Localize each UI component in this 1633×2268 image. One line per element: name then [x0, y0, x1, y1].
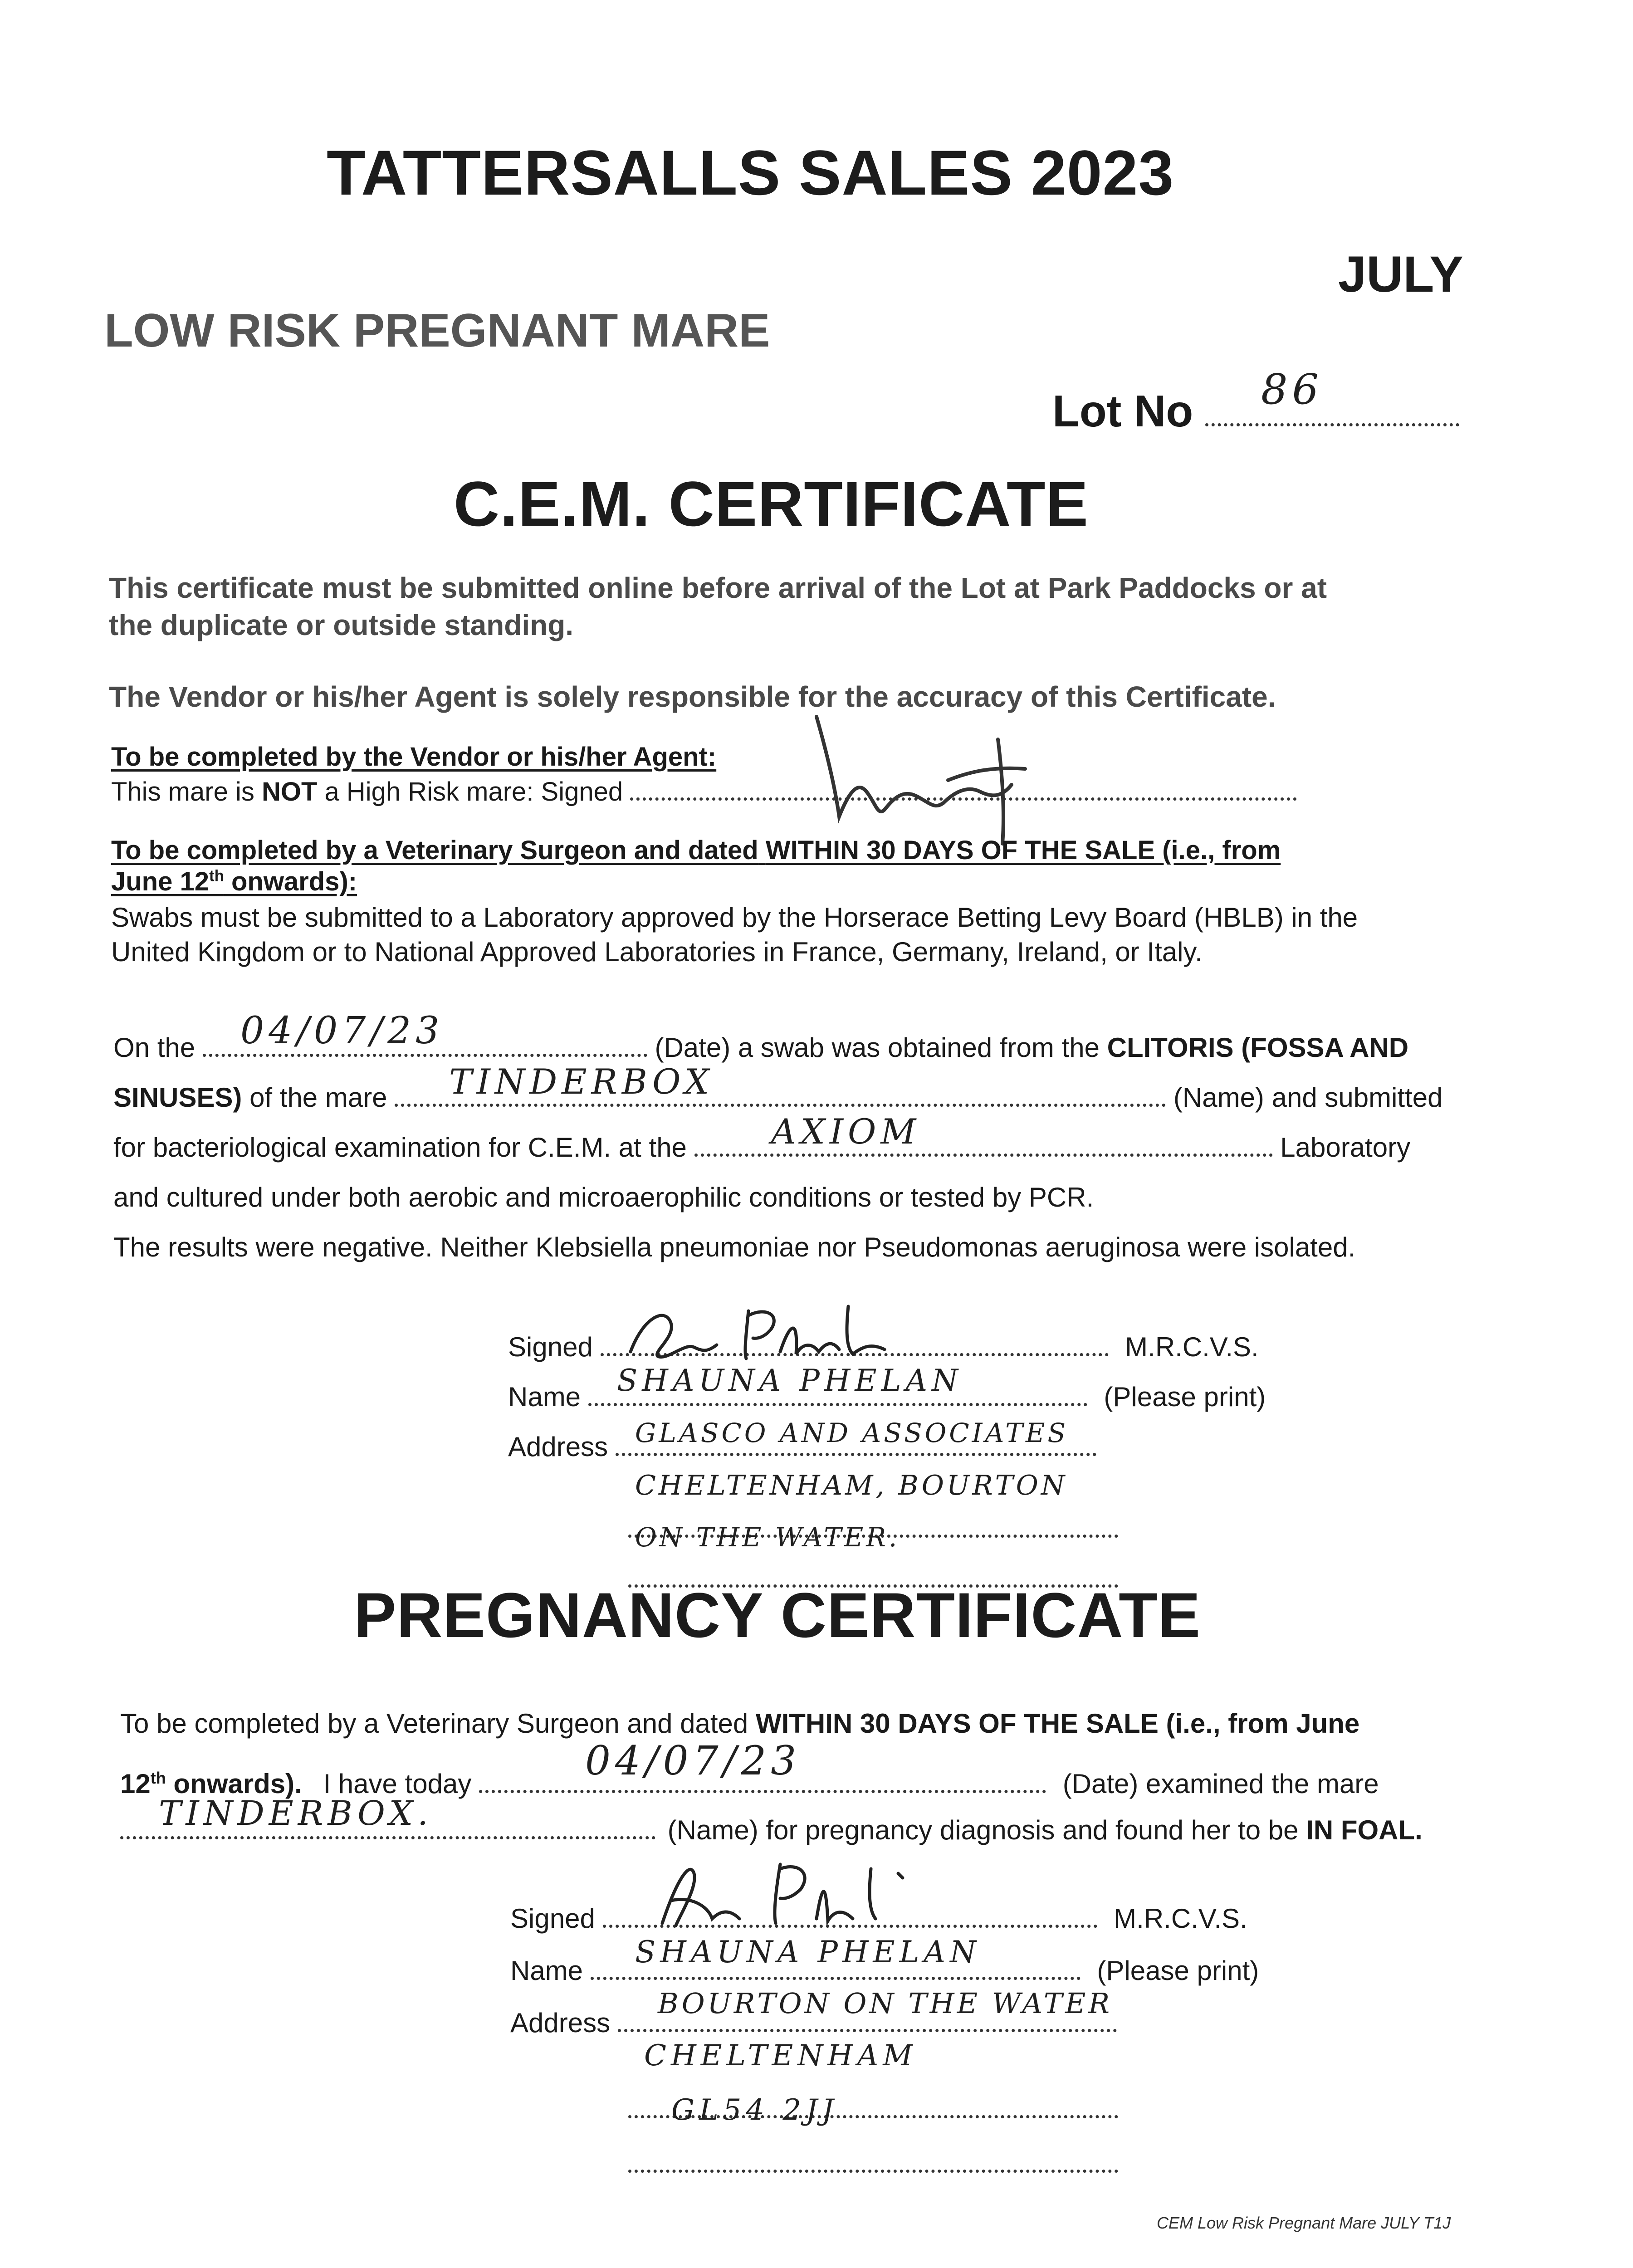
- cem-signed-label: Signed: [508, 1332, 593, 1362]
- cem-certificate-title: C.E.M. CERTIFICATE: [454, 468, 1089, 539]
- sinuses-text: SINUSES): [113, 1082, 242, 1113]
- cem-vet-signature: [617, 1297, 912, 1370]
- lot-number-line: [1205, 399, 1459, 426]
- laboratory-label: Laboratory: [1280, 1132, 1411, 1163]
- vendor-not: NOT: [261, 777, 318, 807]
- form-code-footer: CEM Low Risk Pregnant Mare JULY T1J: [1157, 2214, 1451, 2232]
- cem-vet-name-handwritten: SHAUNA PHELAN: [617, 1363, 963, 1398]
- preg-please-print: (Please print): [1097, 1955, 1259, 1986]
- swab-line-1: Swabs must be submitted to a Laboratory approved by the Horserace Betting Levy Board (HBLB) in the: [111, 902, 1358, 933]
- pregnancy-certificate-title: PREGNANCY CERTIFICATE: [354, 1579, 1201, 1651]
- preg-address-blank-3: [628, 2146, 1118, 2175]
- date-suffix: (Date) a swab was obtained from the: [655, 1032, 1100, 1063]
- cem-address-handwritten-3: ON THE WATER.: [635, 1522, 900, 1553]
- laboratory-line: [113, 1129, 1410, 1166]
- cem-address-handwritten-2: CHELTENHAM, BOURTON: [635, 1470, 1068, 1501]
- pregnancy-date-handwritten: 04/07/23: [585, 1737, 801, 1784]
- cem-intro-line-2: the duplicate or outside standing.: [109, 609, 574, 641]
- sale-month: JULY: [1338, 246, 1464, 303]
- preg-vet-name-handwritten: SHAUNA PHELAN: [635, 1935, 981, 1970]
- pregnancy-text-3: (Name) for pregnancy diagnosis and found her to be: [667, 1815, 1299, 1845]
- preg-signed-label: Signed: [510, 1903, 595, 1934]
- preg-mrcvs: M.R.C.V.S.: [1114, 1903, 1247, 1934]
- vet-heading: [111, 832, 1490, 869]
- pregnancy-text-2-end: (Date) examined the mare: [1062, 1769, 1379, 1799]
- cem-name-label: Name: [508, 1382, 581, 1412]
- vet-heading-sup: th: [209, 867, 224, 885]
- pregnancy-text-1-bold: WITHIN 30 DAYS OF THE SALE (i.e., from June: [755, 1708, 1360, 1739]
- pregnancy-onwards: onwards).: [166, 1769, 302, 1799]
- vet-heading-onwards: onwards):: [224, 867, 357, 896]
- preg-address-dots-3: [628, 2146, 1118, 2173]
- name-submitted: (Name) and submitted: [1173, 1082, 1443, 1113]
- pregnancy-12: 12: [120, 1769, 151, 1799]
- preg-address-handwritten-2: CHELTENHAM: [644, 2039, 917, 2072]
- vendor-declaration: [111, 773, 1297, 810]
- preg-name-label: Name: [510, 1955, 583, 1986]
- cem-mrcvs: M.R.C.V.S.: [1125, 1332, 1259, 1362]
- document-title: TATTERSALLS SALES 2023: [327, 137, 1174, 208]
- vet-heading-bold: WITHIN 30 DAYS OF THE SALE (i.e., from: [765, 836, 1281, 865]
- cem-intro-line-1: This certificate must be submitted online before arrival of the Lot at Park Paddocks or at: [109, 572, 1327, 604]
- vet-heading-june: June 12: [111, 867, 209, 896]
- swab-line-2: United Kingdom or to National Approved Laboratories in France, Germany, Ireland, or Italy.: [111, 937, 1203, 967]
- preg-address-label: Address: [510, 2008, 611, 2038]
- mare-name-line: [113, 1080, 1443, 1116]
- lot-number-field: [1052, 386, 1459, 437]
- swab-instructions: [111, 900, 1540, 969]
- vendor-line-start: This mare is: [111, 777, 254, 807]
- pregnancy-text-1: To be completed by a Veterinary Surgeon and dated: [120, 1708, 748, 1739]
- preg-vet-signature: [644, 1855, 916, 1932]
- vendor-signature: [798, 712, 1052, 848]
- pregnancy-text-line-1: [120, 1706, 1359, 1742]
- vet-heading-start: To be completed by a Veterinary Surgeon and dated: [111, 836, 758, 865]
- pregnancy-text-2: I have today: [323, 1769, 472, 1799]
- laboratory-handwritten: AXIOM: [771, 1111, 921, 1152]
- pregnancy-sup: th: [150, 1769, 166, 1787]
- vendor-line-end: a High Risk mare: Signed: [324, 777, 623, 807]
- vet-heading-line-2: [111, 866, 357, 897]
- cem-address-handwritten-1: GLASCO AND ASSOCIATES: [635, 1418, 1069, 1448]
- cem-address-label: Address: [508, 1432, 608, 1462]
- of-the-mare: of the mare: [249, 1082, 387, 1113]
- cem-please-print: (Please print): [1104, 1382, 1266, 1412]
- responsibility-text: The Vendor or his/her Agent is solely responsible for the accuracy of this Certificate.: [109, 680, 1276, 713]
- swab-date-handwritten: 04/07/23: [240, 1009, 444, 1052]
- preg-address-handwritten-1: BOURTON ON THE WATER: [658, 1987, 1113, 2020]
- category-label: LOW RISK PREGNANT MARE: [104, 304, 770, 357]
- pregnancy-mare-handwritten: TINDERBOX.: [159, 1794, 433, 1833]
- vendor-heading: To be completed by the Vendor or his/her Agent:: [111, 742, 717, 772]
- results-text: The results were negative. Neither Klebsiella pneumoniae nor Pseudomonas aeruginosa were isolated.: [113, 1232, 1356, 1262]
- preg-address-handwritten-3: GL54 2JJ: [671, 2093, 838, 2127]
- cultured-text: and cultured under both aerobic and microaerophilic conditions or tested by PCR.: [113, 1182, 1094, 1212]
- lot-label: Lot No: [1052, 386, 1193, 436]
- mare-name-handwritten: TINDERBOX: [449, 1061, 714, 1102]
- in-foal-text: IN FOAL.: [1306, 1815, 1423, 1845]
- cem-intro: [109, 569, 1538, 644]
- on-the-label: On the: [113, 1032, 196, 1063]
- clitoris-text: CLITORIS (FOSSA AND: [1107, 1032, 1409, 1063]
- bacteriological-text: for bacteriological examination for C.E.M. at the: [113, 1132, 687, 1163]
- lot-number-handwritten: 86: [1261, 365, 1324, 414]
